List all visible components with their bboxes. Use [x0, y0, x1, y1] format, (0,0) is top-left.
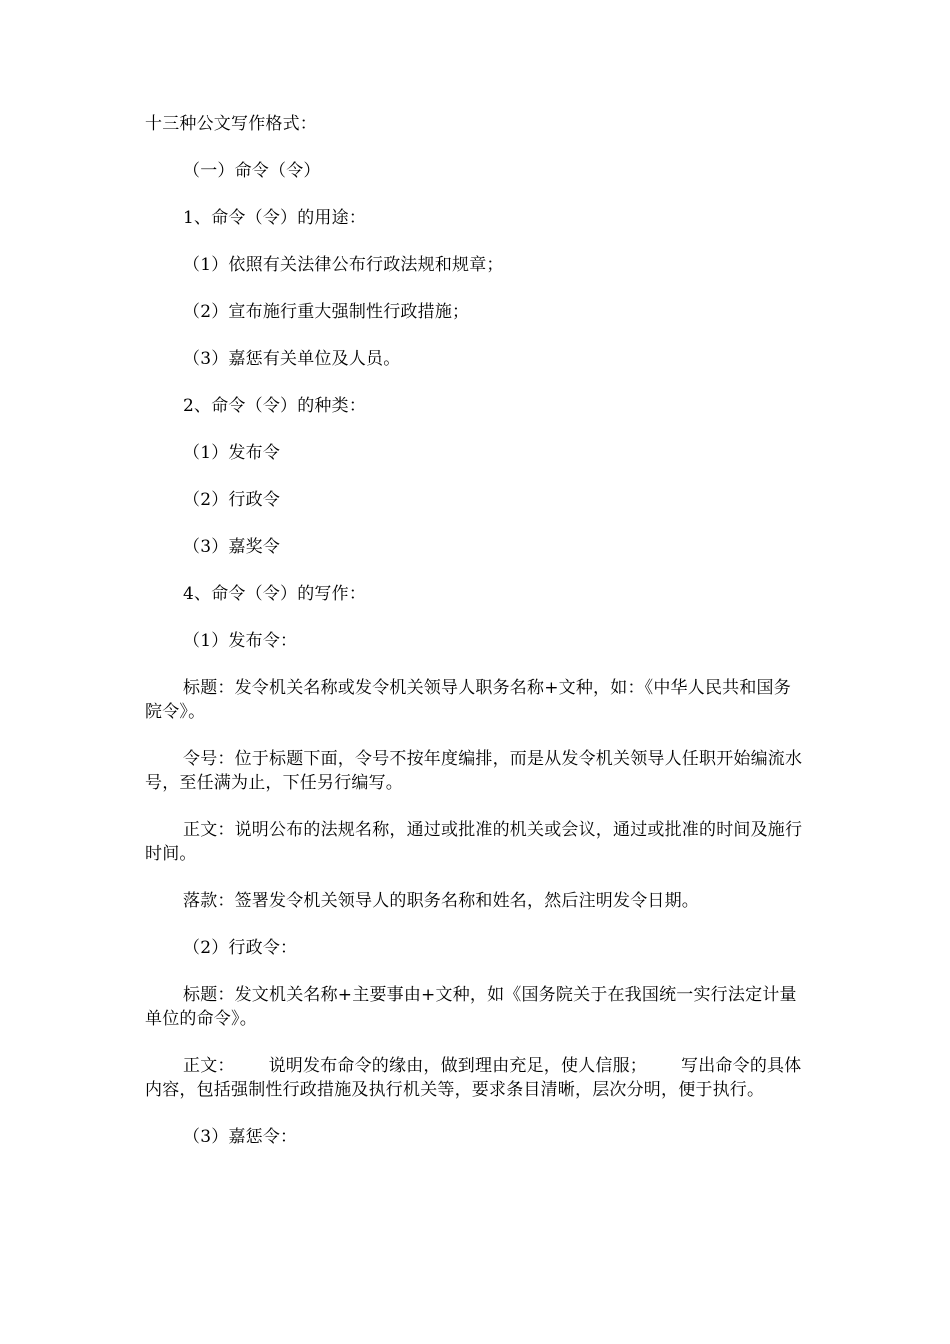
document-title: 十三种公文写作格式： [145, 114, 317, 134]
subsection-heading: 4、命令（令）的写作： [183, 584, 367, 604]
list-item: （3）嘉惩令： [183, 1127, 298, 1147]
list-item: （1）发布令： [183, 631, 298, 651]
subsection-heading: 2、命令（令）的种类： [183, 396, 367, 416]
body-paragraph [145, 1054, 807, 1102]
list-item: （2）宣布施行重大强制性行政措施； [183, 302, 470, 322]
body-paragraph: 标题：发令机关名称或发令机关领导人职务名称+文种，如：《中华人民共和国务院令》。 [145, 678, 791, 722]
body-paragraph: 标题：发文机关名称+主要事由+文种，如《国务院关于在我国统一实行法定计量单位的命令》。 [145, 985, 797, 1029]
list-item: （2）行政令： [183, 938, 298, 958]
list-item: （1）依照有关法律公布行政法规和规章； [183, 255, 504, 275]
body-paragraph: 落款：签署发令机关领导人的职务名称和姓名，然后注明发令日期。 [183, 891, 699, 911]
body-paragraph: 正文：说明公布的法规名称，通过或批准的机关或会议，通过或批准的时间及施行时间。 [145, 820, 803, 864]
body-paragraph: 令号：位于标题下面，令号不按年度编排，而是从发令机关领导人任职开始编流水号，至任满为止，下任另行编写。 [145, 749, 803, 793]
subsection-heading: 1、命令（令）的用途： [183, 208, 367, 228]
list-item: （1）发布令 [183, 443, 281, 463]
body-label: 正文： [183, 1056, 235, 1076]
list-item: （3）嘉奖令 [183, 537, 281, 557]
body-text: 写出命令的具体内容，包括强制性行政措施及执行机关等，要求条目清晰，层次分明，便于执行。 [145, 1056, 802, 1100]
list-item: （2）行政令 [183, 490, 281, 510]
section-heading: （一）命令（令） [183, 161, 321, 181]
document-body [145, 112, 807, 1149]
body-text: 说明发布命令的缘由，做到理由充足，使人信服； [268, 1056, 648, 1076]
list-item: （3）嘉惩有关单位及人员。 [183, 349, 401, 369]
